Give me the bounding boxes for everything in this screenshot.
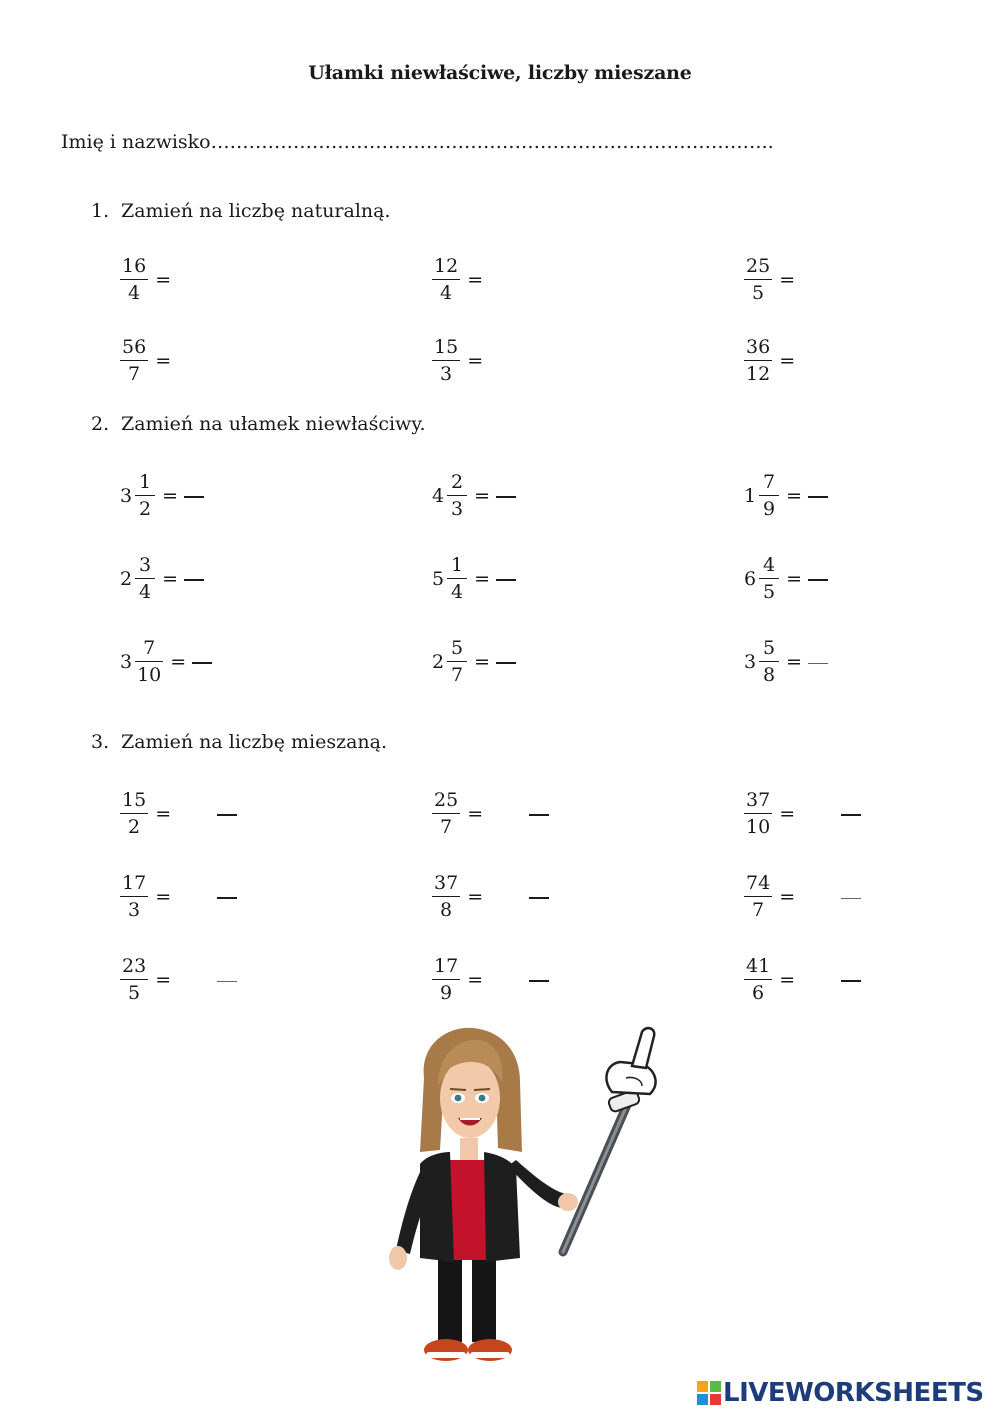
numerator: 74: [746, 872, 771, 894]
task-3-heading: [91, 731, 387, 753]
fraction-exercise: [120, 250, 171, 310]
mixed-number-exercise: [120, 632, 212, 692]
fraction: [744, 874, 772, 920]
task-number: 2.: [91, 413, 110, 435]
fraction: [759, 556, 779, 602]
denominator: 5: [759, 578, 779, 602]
equals-sign: =: [786, 651, 803, 673]
task-2-heading: [91, 413, 426, 435]
answer-fraction-bar[interactable]: [496, 496, 516, 498]
answer-fraction-bar[interactable]: [841, 814, 861, 816]
numerator: 36: [746, 336, 771, 358]
denominator: 4: [120, 279, 148, 303]
mixed-number-exercise: [432, 466, 516, 526]
equals-sign: =: [779, 969, 796, 991]
equals-sign: =: [467, 886, 484, 908]
red-shirt: [448, 1160, 488, 1260]
denominator: 7: [447, 661, 467, 685]
fraction: [759, 473, 779, 519]
equals-sign: =: [474, 651, 491, 673]
denominator: 4: [432, 279, 460, 303]
name-field: Imię i nazwisko……………………………………………………………………………..: [61, 131, 774, 153]
fraction-exercise: [120, 331, 171, 391]
fraction-exercise: [120, 950, 237, 1010]
numerator: 1: [139, 471, 152, 493]
fraction: [120, 874, 148, 920]
equals-sign: =: [474, 485, 491, 507]
whole-part: 2: [120, 568, 133, 590]
logo-text: LIVEWORKSHEETS: [723, 1378, 984, 1408]
numerator: 7: [143, 637, 156, 659]
numerator: 1: [451, 554, 464, 576]
whole-part: 3: [120, 651, 133, 673]
denominator: 9: [759, 495, 779, 519]
fraction: [135, 639, 163, 685]
fraction: [120, 791, 148, 837]
equals-sign: =: [467, 269, 484, 291]
fraction: [447, 556, 467, 602]
denominator: 10: [135, 661, 163, 685]
worksheet-title: Ułamki niewłaściwe, liczby mieszane: [308, 62, 692, 84]
equals-sign: =: [786, 485, 803, 507]
fraction: [120, 338, 148, 384]
denominator: 9: [432, 979, 460, 1003]
equals-sign: =: [779, 269, 796, 291]
numerator: 41: [746, 955, 771, 977]
denominator: 5: [744, 279, 772, 303]
equals-sign: =: [170, 651, 187, 673]
left-leg: [438, 1260, 462, 1342]
mixed-number-exercise: [120, 549, 204, 609]
mixed-number-exercise: [432, 549, 516, 609]
equals-sign: =: [779, 803, 796, 825]
liveworksheets-logo: [697, 1378, 984, 1408]
equals-sign: =: [786, 568, 803, 590]
denominator: 4: [135, 578, 155, 602]
whole-part: 4: [432, 485, 445, 507]
mixed-number-exercise: [432, 632, 516, 692]
denominator: 12: [744, 360, 772, 384]
fraction-exercise: [744, 331, 795, 391]
answer-fraction-bar[interactable]: [808, 579, 828, 581]
numerator: 37: [434, 872, 459, 894]
equals-sign: =: [474, 568, 491, 590]
fraction: [759, 639, 779, 685]
equals-sign: =: [155, 803, 172, 825]
fraction: [744, 257, 772, 303]
denominator: 2: [135, 495, 155, 519]
fraction: [447, 473, 467, 519]
answer-fraction-bar[interactable]: [184, 579, 204, 581]
fraction-exercise: [432, 250, 483, 310]
liveworksheets-logo-icon: [697, 1381, 721, 1405]
denominator: 2: [120, 813, 148, 837]
equals-sign: =: [162, 485, 179, 507]
answer-fraction-bar[interactable]: [529, 980, 549, 982]
answer-fraction-bar[interactable]: [808, 496, 828, 498]
mixed-number-exercise: [120, 466, 204, 526]
fraction-exercise: [432, 867, 549, 927]
fraction-exercise: [744, 784, 861, 844]
numerator: 4: [763, 554, 776, 576]
right-leg: [472, 1260, 496, 1342]
fraction: [744, 338, 772, 384]
denominator: 7: [432, 813, 460, 837]
fraction: [135, 556, 155, 602]
equals-sign: =: [779, 350, 796, 372]
denominator: 3: [447, 495, 467, 519]
whole-part: 3: [744, 651, 757, 673]
whole-part: 2: [432, 651, 445, 673]
numerator: 25: [434, 789, 459, 811]
fraction: [120, 957, 148, 1003]
equals-sign: =: [779, 886, 796, 908]
equals-sign: =: [155, 350, 172, 372]
answer-fraction-bar[interactable]: [184, 496, 204, 498]
whole-part: 5: [432, 568, 445, 590]
left-hand: [389, 1246, 407, 1270]
answer-fraction-bar[interactable]: [529, 897, 549, 899]
task-instruction: Zamień na ułamek niewłaściwy.: [121, 413, 426, 435]
equals-sign: =: [162, 568, 179, 590]
task-instruction: Zamień na liczbę naturalną.: [121, 200, 391, 222]
fraction-exercise: [120, 784, 237, 844]
denominator: 7: [744, 896, 772, 920]
task-number: 3.: [91, 731, 110, 753]
denominator: 3: [432, 360, 460, 384]
answer-fraction-bar[interactable]: [217, 814, 237, 816]
mixed-number-exercise: [744, 466, 828, 526]
answer-fraction-bar[interactable]: [496, 662, 516, 664]
right-hand: [558, 1193, 578, 1211]
equals-sign: =: [155, 969, 172, 991]
equals-sign: =: [155, 886, 172, 908]
equals-sign: =: [467, 803, 484, 825]
answer-fraction-bar[interactable]: [496, 579, 516, 581]
equals-sign: =: [467, 969, 484, 991]
task-instruction: Zamień na liczbę mieszaną.: [121, 731, 388, 753]
numerator: 16: [122, 255, 147, 277]
fraction: [135, 473, 155, 519]
fraction-exercise: [432, 331, 483, 391]
face: [440, 1058, 500, 1138]
answer-fraction-bar[interactable]: [217, 981, 237, 982]
answer-fraction-bar[interactable]: [841, 898, 861, 899]
denominator: 6: [744, 979, 772, 1003]
fraction: [744, 957, 772, 1003]
fraction: [432, 874, 460, 920]
pointing-glove-icon: [606, 1028, 655, 1113]
answer-fraction-bar[interactable]: [808, 663, 828, 664]
mixed-number-exercise: [744, 549, 828, 609]
answer-fraction-bar[interactable]: [192, 662, 212, 664]
denominator: 7: [120, 360, 148, 384]
task-number: 1.: [91, 200, 110, 222]
answer-fraction-bar[interactable]: [217, 897, 237, 899]
answer-fraction-bar[interactable]: [529, 814, 549, 816]
fraction-exercise: [432, 784, 549, 844]
fraction: [432, 338, 460, 384]
numerator: 5: [763, 637, 776, 659]
numerator: 2: [451, 471, 464, 493]
denominator: 3: [120, 896, 148, 920]
numerator: 17: [434, 955, 459, 977]
equals-sign: =: [467, 350, 484, 372]
numerator: 3: [139, 554, 152, 576]
whole-part: 3: [120, 485, 133, 507]
fraction-exercise: [432, 950, 549, 1010]
whole-part: 1: [744, 485, 757, 507]
fraction-exercise: [120, 867, 237, 927]
numerator: 17: [122, 872, 147, 894]
jacket-left: [420, 1152, 454, 1262]
denominator: 10: [744, 813, 772, 837]
answer-fraction-bar[interactable]: [841, 980, 861, 982]
denominator: 8: [759, 661, 779, 685]
numerator: 37: [746, 789, 771, 811]
numerator: 12: [434, 255, 459, 277]
numerator: 23: [122, 955, 147, 977]
fraction: [447, 639, 467, 685]
numerator: 56: [122, 336, 147, 358]
task-1-heading: [91, 200, 391, 222]
fraction: [432, 791, 460, 837]
whole-part: 6: [744, 568, 757, 590]
numerator: 15: [122, 789, 147, 811]
fraction-exercise: [744, 867, 861, 927]
denominator: 5: [120, 979, 148, 1003]
mixed-number-exercise: [744, 632, 828, 692]
fraction-exercise: [744, 950, 861, 1010]
equals-sign: =: [155, 269, 172, 291]
denominator: 8: [432, 896, 460, 920]
numerator: 15: [434, 336, 459, 358]
fraction: [432, 257, 460, 303]
fraction-exercise: [744, 250, 795, 310]
fraction: [120, 257, 148, 303]
teacher-character-illustration: [380, 1022, 680, 1372]
numerator: 7: [763, 471, 776, 493]
fraction: [432, 957, 460, 1003]
pointer-stick-highlight: [563, 1098, 630, 1252]
denominator: 4: [447, 578, 467, 602]
numerator: 25: [746, 255, 771, 277]
fraction: [744, 791, 772, 837]
numerator: 5: [451, 637, 464, 659]
